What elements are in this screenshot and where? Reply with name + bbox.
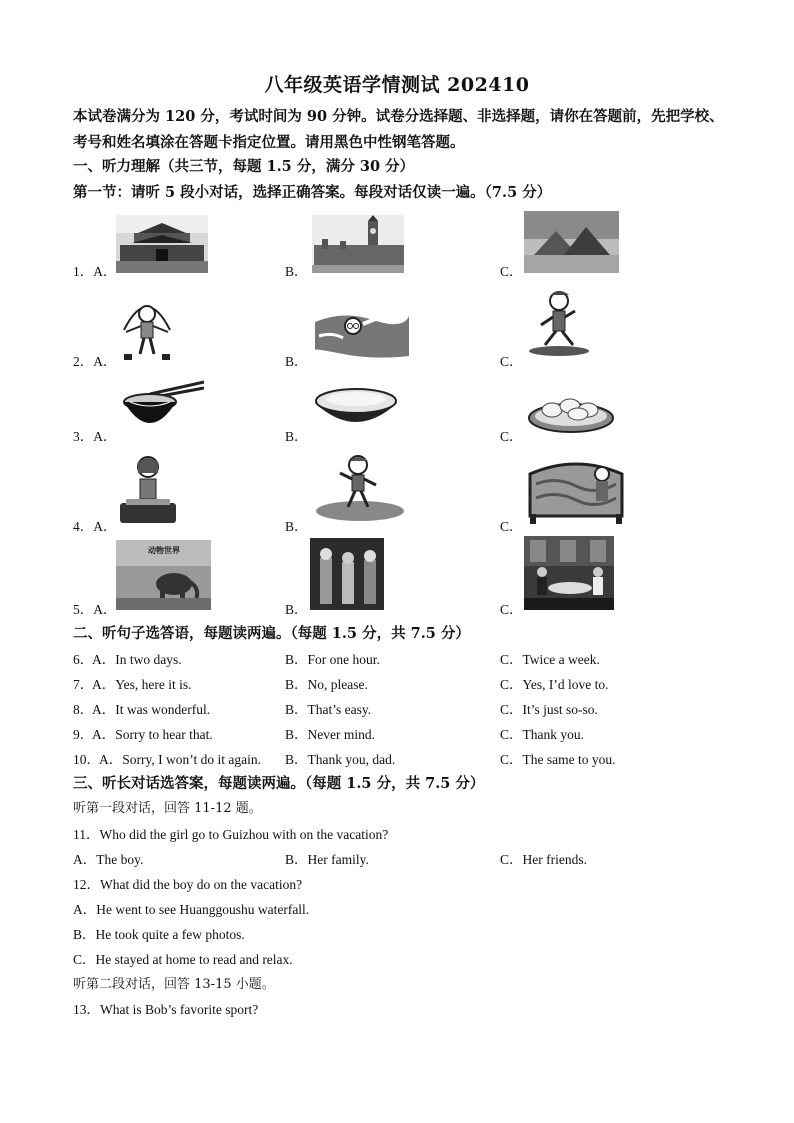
question-number: 3．A． <box>73 429 117 444</box>
question-number: 4．A． <box>73 519 117 534</box>
option-c[interactable]: C．Thank you. <box>500 727 584 742</box>
option-b-label: B． <box>285 264 308 279</box>
bowl-of-rice-picture[interactable] <box>311 381 401 437</box>
option-b[interactable]: B．Never mind. <box>285 727 375 742</box>
dialog1-intro: 听第一段对话，回答 11-12 题。 <box>73 801 262 816</box>
option-c-label: C． <box>500 429 523 444</box>
section1-heading: 第一节：请听 5 段小对话，选择正确答案。每段对话仅读一遍。（7.5 分） <box>73 184 552 201</box>
part1-heading: 一、听力理解（共三节，每题 1.5 分，满分 30 分） <box>73 158 415 175</box>
option-c[interactable]: C．Twice a week. <box>500 652 600 667</box>
question-number: 7． <box>73 677 94 692</box>
question-number: 10． <box>73 752 100 767</box>
option-b-label: B． <box>285 602 308 617</box>
question-number: 1．A． <box>73 264 117 279</box>
question-stem: 12．What did the boy do on the vacation? <box>73 877 303 892</box>
option-c[interactable]: C．The same to you. <box>500 752 616 767</box>
animal-world-tv-photo[interactable] <box>116 540 211 610</box>
option-c-label: C． <box>500 264 523 279</box>
plate-of-dumplings-picture[interactable] <box>526 384 616 436</box>
part2-heading: 二、听句子选答语，每题读两遍。（每题 1.5 分，共 7.5 分） <box>73 625 470 642</box>
animal-world-caption: 动物世界 <box>148 546 180 555</box>
option-a[interactable]: A．The boy. <box>73 852 144 867</box>
option-b[interactable]: B．For one hour. <box>285 652 380 667</box>
option-c-label: C． <box>500 519 523 534</box>
option-a[interactable]: A．In two days. <box>92 652 182 667</box>
girl-on-sofa-picture[interactable] <box>526 454 626 526</box>
part3-heading: 三、听长对话选答案，每题读两遍。（每题 1.5 分，共 7.5 分） <box>73 775 485 792</box>
question-number: 9． <box>73 727 94 742</box>
option-c-label: C． <box>500 602 523 617</box>
question-number: 8． <box>73 702 94 717</box>
question-stem: 11．Who did the girl go to Guizhou with on the vacation? <box>73 827 389 842</box>
instructions: 本试卷满分为 120 分，考试时间为 90 分钟。试卷分选择题、非选择题，请你在答题前，先把学校、考号和姓名填涂在答题卡指定位置。请用黑色中性钢笔答题。 <box>73 108 724 151</box>
boy-swimming-picture[interactable] <box>313 302 411 360</box>
option-b[interactable]: B．No, please. <box>285 677 368 692</box>
tiananmen-gate-photo[interactable] <box>116 215 208 273</box>
option-c[interactable]: C．Yes, I’d love to. <box>500 677 609 692</box>
option-b[interactable]: B．Thank you, dad. <box>285 752 396 767</box>
question-stem: 13．What is Bob’s favorite sport? <box>73 1002 259 1017</box>
dialog2-intro: 听第二段对话，回答 13-15 小题。 <box>73 977 275 992</box>
page-title: 八年级英语学情测试 202410 <box>264 74 530 96</box>
bowl-of-noodles-picture[interactable] <box>120 380 206 436</box>
big-ben-photo[interactable] <box>312 215 404 273</box>
talk-show-photo[interactable] <box>524 536 614 610</box>
option-a[interactable]: A．Yes, here it is. <box>92 677 192 692</box>
peking-opera-photo[interactable] <box>310 538 384 610</box>
option-c[interactable]: C．Her friends. <box>500 852 587 867</box>
girl-skipping-rope-picture[interactable] <box>116 290 178 362</box>
girl-dancing-picture[interactable] <box>310 453 406 523</box>
option-b[interactable]: B．He took quite a few photos. <box>73 927 245 942</box>
girl-running-picture[interactable] <box>525 289 593 359</box>
option-b-label: B． <box>285 354 308 369</box>
question-number: 6． <box>73 652 94 667</box>
girl-sitting-picture[interactable] <box>118 453 178 527</box>
option-c-label: C． <box>500 354 523 369</box>
option-b[interactable]: B．That’s easy. <box>285 702 372 717</box>
option-b[interactable]: B．Her family. <box>285 852 369 867</box>
option-b-label: B． <box>285 429 308 444</box>
option-a[interactable]: A．He went to see Huanggoushu waterfall. <box>73 902 310 917</box>
option-a[interactable]: A．Sorry to hear that. <box>92 727 213 742</box>
option-a[interactable]: A．It was wonderful. <box>92 702 211 717</box>
option-a[interactable]: A．Sorry, I won’t do it again. <box>99 752 261 767</box>
question-number: 2．A． <box>73 354 117 369</box>
option-c[interactable]: C．It’s just so-so. <box>500 702 598 717</box>
question-number: 5．A． <box>73 602 117 617</box>
option-b-label: B． <box>285 519 308 534</box>
pyramids-photo[interactable] <box>524 211 619 273</box>
option-c[interactable]: C．He stayed at home to read and relax. <box>73 952 293 967</box>
